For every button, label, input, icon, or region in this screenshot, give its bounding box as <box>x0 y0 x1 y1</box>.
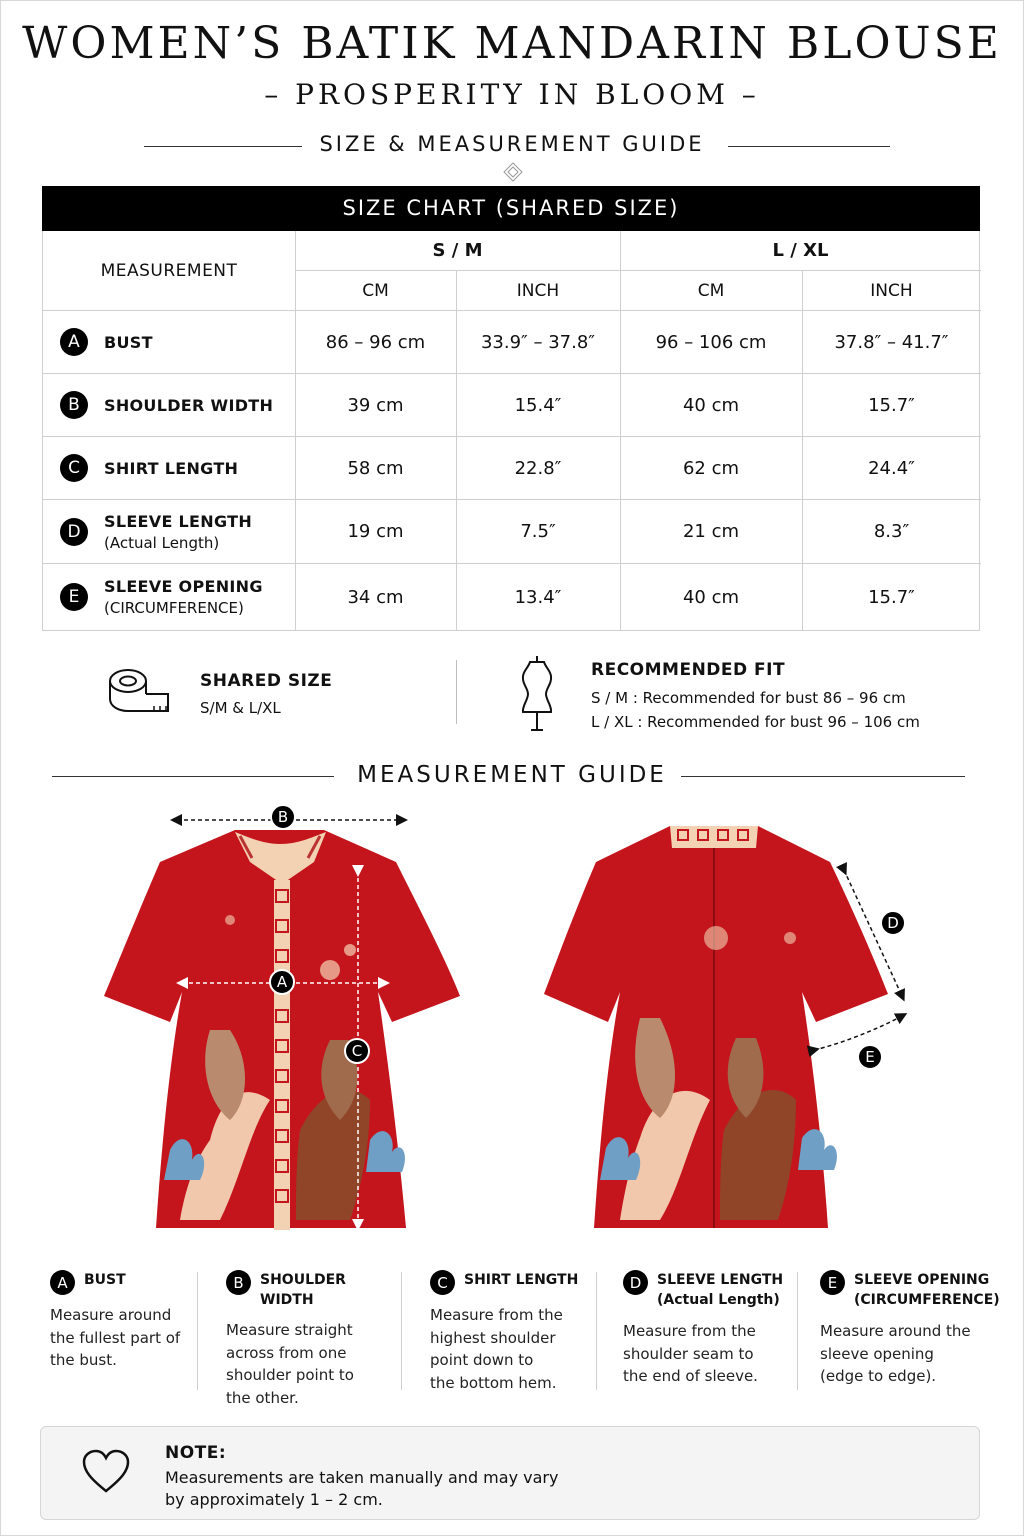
badge-c: C <box>430 1270 455 1295</box>
guide-col-subtitle: (Actual Length) <box>657 1292 780 1308</box>
section-heading-size-guide: SIZE & MEASUREMENT GUIDE <box>319 132 705 156</box>
size-chart-table <box>42 231 980 631</box>
guide-col-line: point down to <box>430 1351 534 1369</box>
badge-c: C <box>60 454 88 482</box>
row-title: BUST <box>104 332 153 352</box>
row-label-shoulder-width <box>43 374 295 436</box>
recommended-fit-block <box>591 660 920 731</box>
shared-size-text: S/M & L/XL <box>200 699 281 717</box>
row-title: SHOULDER WIDTH <box>104 395 274 415</box>
column-divider <box>197 1272 198 1390</box>
marker-a: A <box>269 969 295 995</box>
unit-header-inch: INCH <box>870 280 913 301</box>
guide-col-title: SLEEVE OPENING <box>854 1272 990 1288</box>
row-label-shirt-length <box>43 437 295 499</box>
guide-col-line: shoulder point to <box>226 1366 354 1384</box>
guide-col-title: SHIRT LENGTH <box>464 1272 579 1288</box>
measurement-header: MEASUREMENT <box>100 260 238 281</box>
row-subtitle: (CIRCUMFERENCE) <box>104 599 244 617</box>
column-divider <box>596 1272 597 1390</box>
dress-form-icon <box>518 654 556 734</box>
row-title: SLEEVE LENGTH <box>104 511 253 531</box>
measurement-guide-title: MEASUREMENT GUIDE <box>357 762 667 788</box>
size-header-sm: S / M <box>432 240 483 261</box>
unit-header-cm: CM <box>362 280 389 301</box>
shared-size-title: SHARED SIZE <box>200 671 333 691</box>
value-cell: 96 – 106 cm <box>655 331 767 353</box>
marker-b: B <box>270 804 296 830</box>
guide-col-title: BUST <box>84 1272 126 1288</box>
note-text <box>165 1467 585 1511</box>
row-title: SLEEVE OPENING <box>104 577 263 596</box>
page-subtitle: – PROSPERITY IN BLOOM – <box>264 78 760 111</box>
guide-col-line: Measure from the <box>430 1306 563 1324</box>
guide-col-line: sleeve opening <box>820 1344 934 1363</box>
badge-b: B <box>226 1270 251 1295</box>
guide-col-line: the other. <box>226 1388 299 1407</box>
marker-c: C <box>344 1038 370 1064</box>
value-cell: 15.4″ <box>514 394 562 416</box>
page-title: WOMEN’S BATIK MANDARIN BLOUSE <box>22 18 1002 69</box>
diamond-ornament-icon <box>503 162 523 182</box>
guide-col-line: the end of sleeve. <box>623 1367 758 1385</box>
note-line: by approximately 1 – 2 cm. <box>165 1490 383 1509</box>
guide-col-line: shoulder seam to <box>623 1344 754 1363</box>
value-cell: 33.9″ – 37.8″ <box>480 331 596 353</box>
guide-col-line: the bottom hem. <box>430 1373 557 1392</box>
note-line: Measurements are taken manually and may vary <box>165 1468 559 1487</box>
unit-header-inch: INCH <box>516 280 560 301</box>
back-measurement-lines <box>800 860 920 1060</box>
guide-col-sleeve-length <box>623 1270 788 1388</box>
value-cell: 58 cm <box>347 457 404 479</box>
badge-a: A <box>60 328 88 356</box>
size-header-lxl: L / XL <box>772 240 829 261</box>
badge-d: D <box>623 1270 648 1295</box>
guide-col-line: Measure straight <box>226 1321 353 1339</box>
fit-line-sm: S / M : Recommended for bust 86 – 96 cm <box>591 689 906 707</box>
note-title: NOTE: <box>165 1443 227 1463</box>
value-cell: 40 cm <box>682 394 740 416</box>
value-cell: 21 cm <box>682 521 740 542</box>
value-cell: 62 cm <box>682 457 740 479</box>
value-cell: 8.3″ <box>873 521 910 542</box>
value-cell: 15.7″ <box>868 394 915 416</box>
guide-col-line: the fullest part of <box>50 1328 181 1347</box>
guide-col-line: highest shoulder <box>430 1328 556 1347</box>
value-cell: 37.8″ – 41.7″ <box>834 331 949 353</box>
guide-col-line: Measure from the <box>623 1322 756 1340</box>
guide-col-title: SHOULDER WIDTH <box>260 1272 346 1308</box>
guide-col-title: SLEEVE LENGTH <box>657 1272 784 1288</box>
guide-col-line: (edge to edge). <box>820 1367 937 1385</box>
info-divider <box>456 660 457 724</box>
guide-col-shoulder-width <box>226 1270 396 1409</box>
marker-e: E <box>857 1044 883 1070</box>
badge-b: B <box>60 391 88 419</box>
row-label-sleeve-length <box>43 500 295 563</box>
row-title: SHIRT LENGTH <box>104 458 239 478</box>
column-divider <box>401 1272 402 1390</box>
guide-col-sleeve-opening <box>820 1270 1000 1388</box>
row-subtitle: (Actual Length) <box>104 533 220 552</box>
guide-col-line: the bust. <box>50 1351 117 1369</box>
value-cell: 24.4″ <box>868 457 915 479</box>
value-cell: 86 – 96 cm <box>325 331 426 353</box>
value-cell: 40 cm <box>682 586 740 608</box>
badge-a: A <box>50 1270 75 1295</box>
guide-col-shirt-length <box>430 1270 590 1394</box>
guide-divider-right <box>681 776 965 777</box>
badge-d: D <box>60 518 88 546</box>
value-cell: 15.7″ <box>868 586 915 608</box>
guide-col-subtitle: (CIRCUMFERENCE) <box>854 1292 1000 1308</box>
value-cell: 7.5″ <box>520 521 556 542</box>
value-cell: 13.4″ <box>514 586 562 608</box>
badge-e: E <box>820 1270 845 1295</box>
value-cell: 19 cm <box>347 521 404 542</box>
fit-line-lxl: L / XL : Recommended for bust 96 – 106 cm <box>591 713 920 731</box>
badge-e: E <box>60 583 88 611</box>
size-chart-title: SIZE CHART (SHARED SIZE) <box>42 186 980 231</box>
recommended-fit-title: RECOMMENDED FIT <box>591 660 786 680</box>
note-box <box>40 1426 980 1520</box>
guide-col-bust <box>50 1270 190 1372</box>
value-cell: 22.8″ <box>514 457 562 479</box>
row-label-bust <box>43 311 295 373</box>
guide-col-line: Measure around the <box>820 1322 971 1340</box>
shared-size-block <box>200 671 332 717</box>
heart-icon <box>81 1449 131 1495</box>
value-cell: 39 cm <box>347 394 404 416</box>
measuring-tape-icon <box>106 664 174 716</box>
value-cell: 34 cm <box>347 586 404 608</box>
column-divider <box>797 1272 798 1390</box>
guide-col-line: across from one <box>226 1343 347 1362</box>
unit-header-cm: CM <box>697 280 725 301</box>
guide-col-line: Measure around <box>50 1306 172 1324</box>
divider-right <box>728 146 890 147</box>
row-label-sleeve-opening <box>43 564 295 630</box>
marker-d: D <box>880 910 906 936</box>
